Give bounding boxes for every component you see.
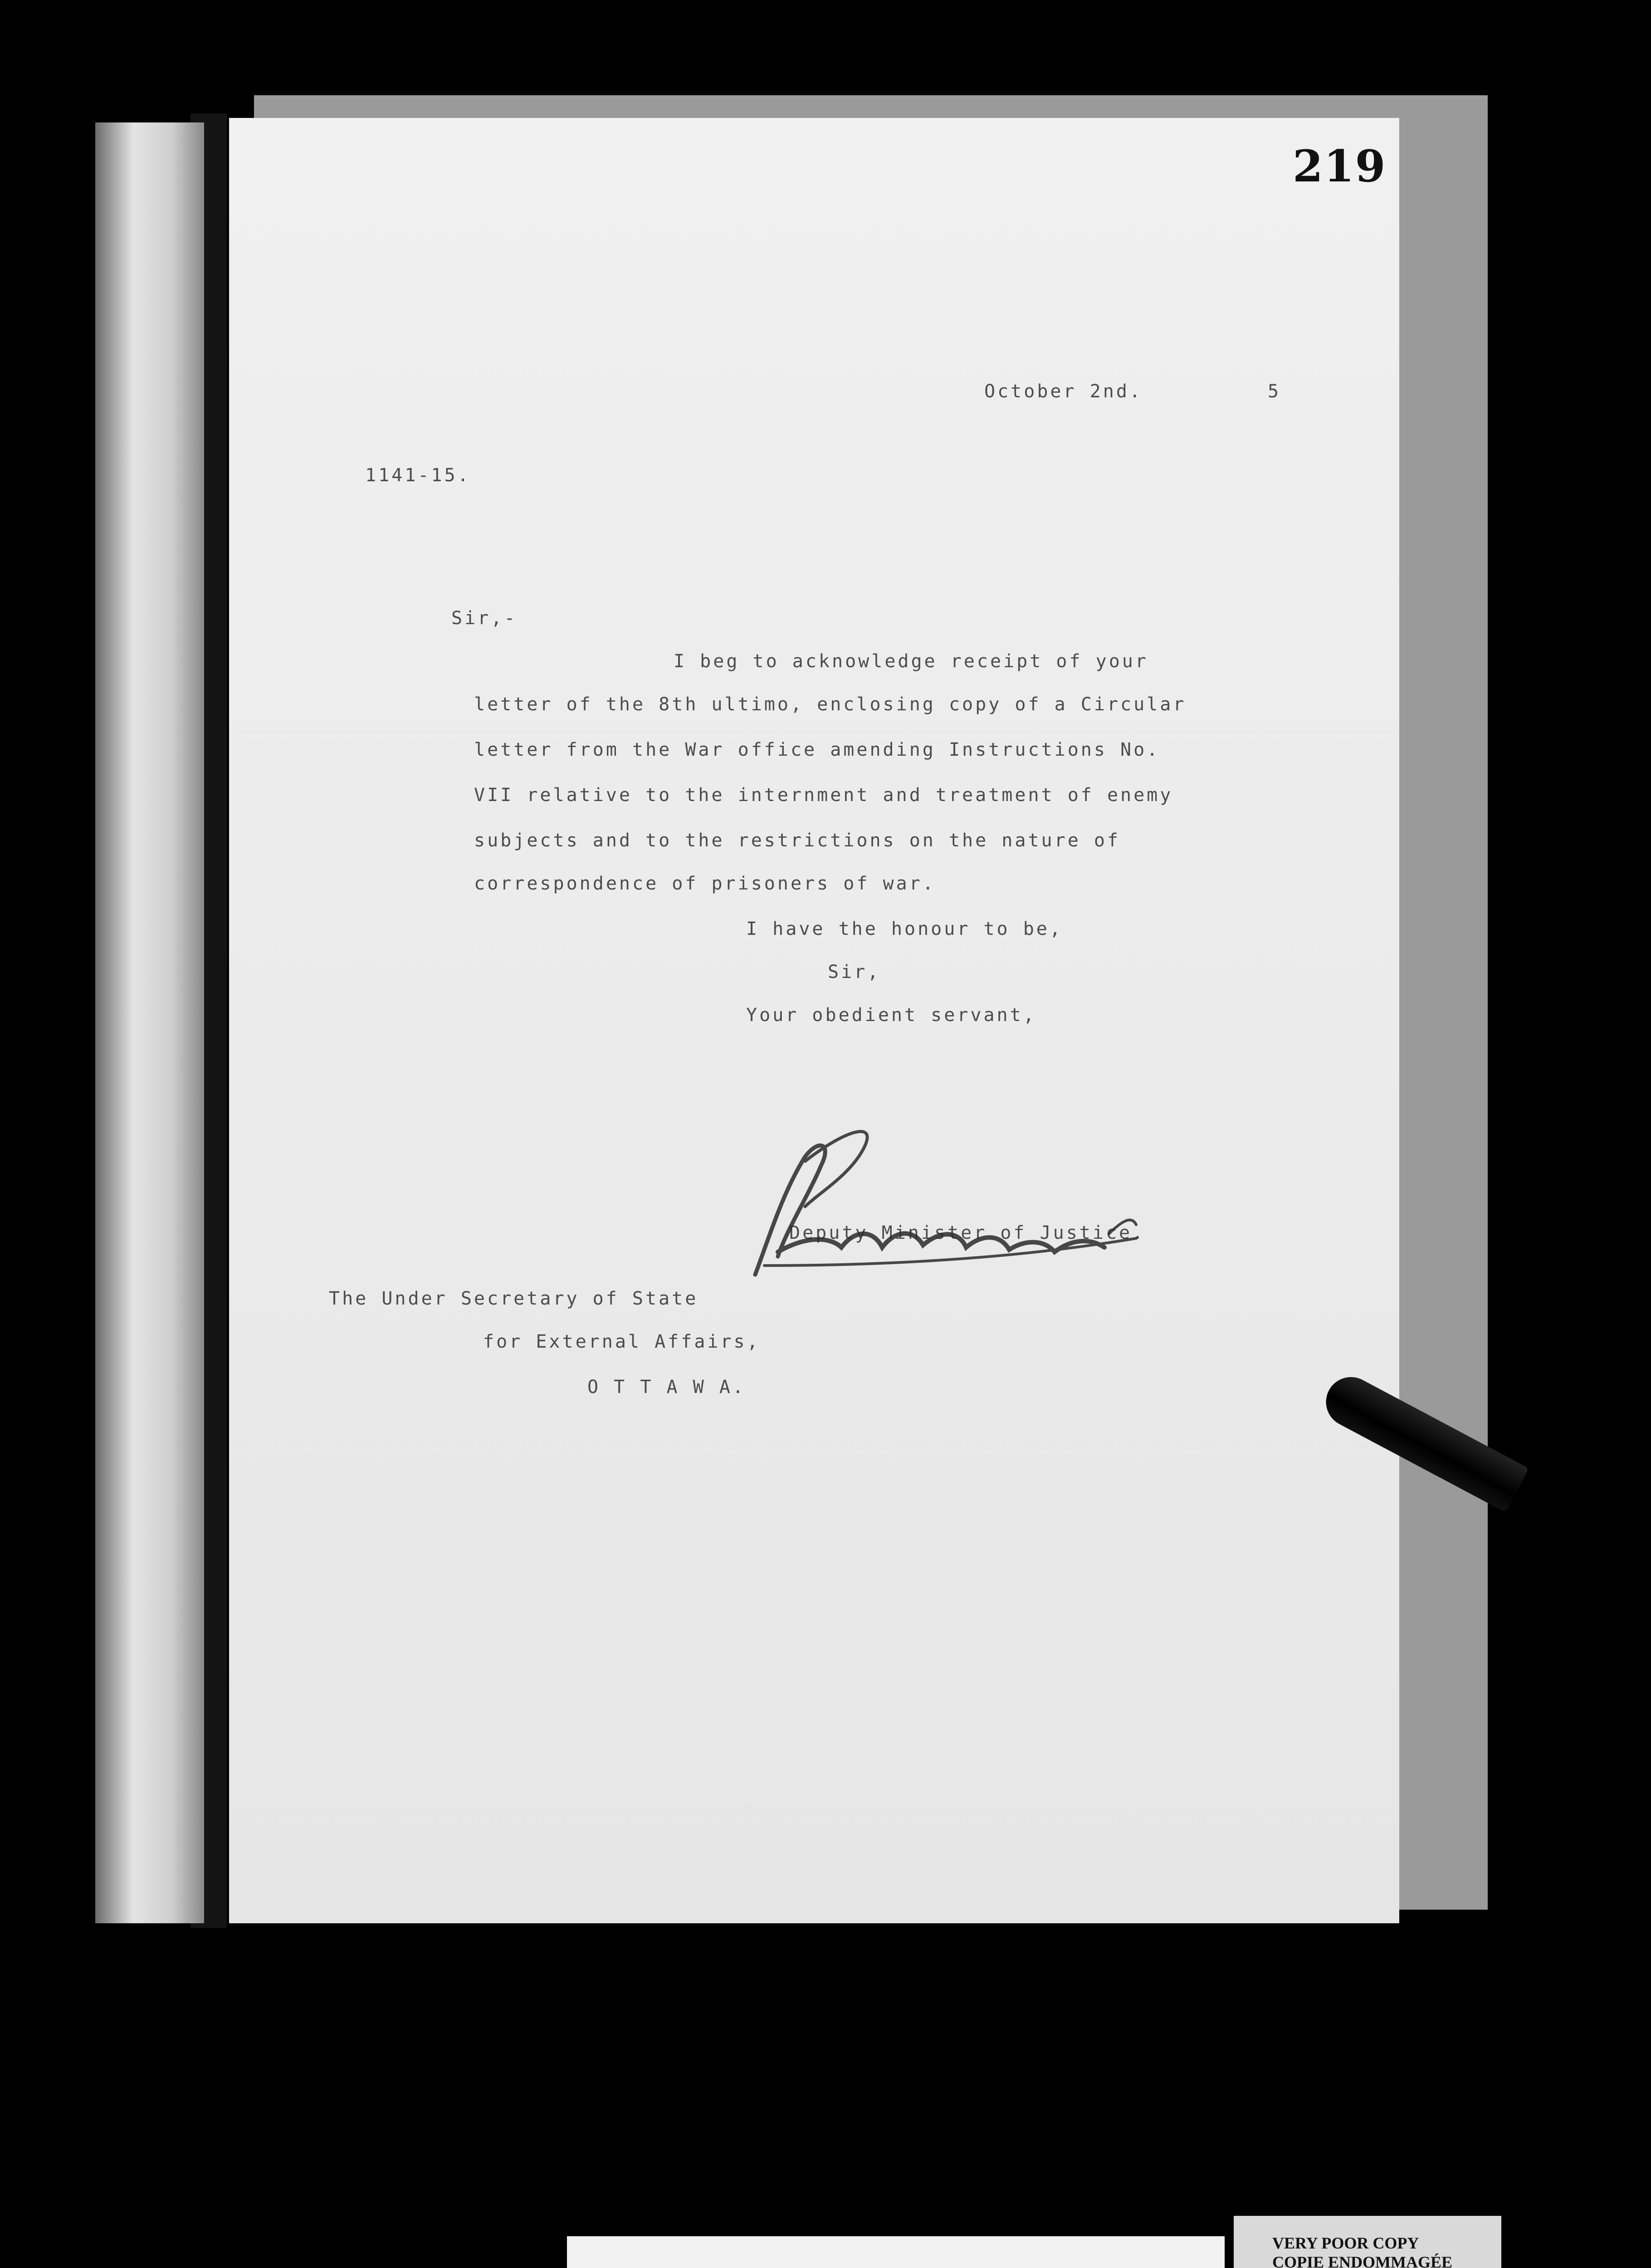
letter-date: October 2nd. bbox=[984, 381, 1143, 402]
copy-quality-line: COPIE ENDOMMAGÉE bbox=[1272, 2253, 1453, 2268]
body-line: letter of the 8th ultimo, enclosing copy of a Circular bbox=[474, 694, 1187, 715]
body-line: letter from the War office amending Instructions No. bbox=[474, 739, 1160, 760]
addressee-line: O T T A W A. bbox=[587, 1377, 746, 1398]
signatory-title: Deputy Minister of Justice. bbox=[789, 1222, 1146, 1243]
closing-line: I have the honour to be, bbox=[746, 919, 1063, 939]
copy-quality-line: VERY POOR COPY bbox=[1272, 2234, 1419, 2252]
body-line: VII relative to the internment and treatment of enemy bbox=[474, 785, 1173, 806]
file-number: 1141-15. bbox=[365, 465, 471, 486]
department-label bbox=[567, 2236, 1225, 2268]
closing-line: Sir, bbox=[828, 962, 881, 982]
salutation: Sir,- bbox=[451, 608, 518, 629]
addressee-line: for External Affairs, bbox=[483, 1331, 760, 1352]
body-line: subjects and to the restrictions on the nature of bbox=[474, 830, 1121, 851]
folio-number: 219 bbox=[1293, 141, 1387, 192]
copy-quality-label bbox=[1234, 2216, 1501, 2268]
closing-line: Your obedient servant, bbox=[746, 1005, 1036, 1026]
date-suffix: 5 bbox=[1268, 381, 1281, 402]
underlying-sheet bbox=[95, 122, 204, 1923]
body-line: I beg to acknowledge receipt of your bbox=[674, 651, 1148, 672]
handwritten-signature bbox=[728, 1102, 1154, 1293]
letter-page bbox=[229, 118, 1399, 1923]
addressee-line: The Under Secretary of State bbox=[329, 1288, 698, 1309]
body-line: correspondence of prisoners of war. bbox=[474, 873, 936, 894]
